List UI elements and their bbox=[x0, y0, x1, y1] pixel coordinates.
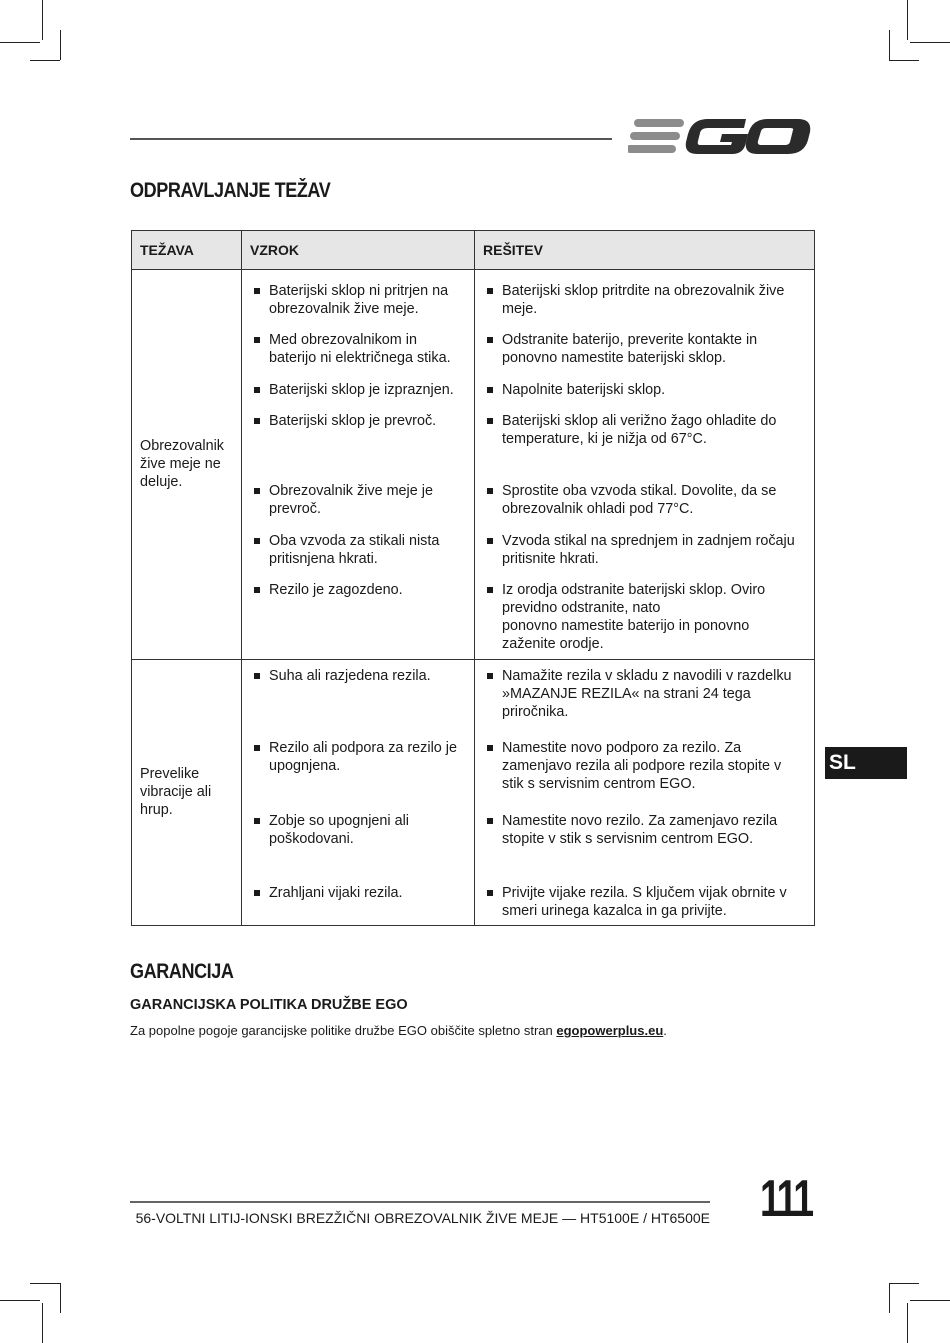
column-header-cause: VZROK bbox=[242, 231, 475, 270]
troubleshooting-table bbox=[131, 230, 815, 926]
bullet-icon bbox=[254, 387, 260, 393]
bullet-icon bbox=[254, 538, 260, 544]
bullet-icon bbox=[487, 337, 493, 343]
cause-text: Zobje so upognjeni ali poškodovani. bbox=[269, 813, 410, 847]
solution-text: Vzvoda stikal na sprednjem in zadnjem ročaju pritisnite hkrati. bbox=[502, 532, 795, 567]
header-rule bbox=[130, 138, 612, 140]
cause-text: Baterijski sklop je prevroč. bbox=[269, 412, 437, 429]
warranty-text: Za popolne pogoje garancijske politike družbe EGO obiščite spletno stran bbox=[130, 1023, 557, 1038]
crop-mark bbox=[910, 1300, 950, 1301]
bullet-icon bbox=[487, 387, 493, 393]
page-number: 111 bbox=[760, 1170, 812, 1228]
crop-mark bbox=[889, 1283, 890, 1313]
bullet-icon bbox=[254, 418, 260, 424]
warranty-paragraph bbox=[130, 1023, 667, 1038]
solution-text: Baterijski sklop pritrdite na obrezovalnik žive meje. bbox=[502, 283, 785, 317]
crop-mark bbox=[30, 60, 60, 61]
language-tab: SL bbox=[825, 747, 907, 779]
footer-product-line: 56-VOLTNI LITIJ-IONSKI BREZŽIČNI OBREZOVALNIK ŽIVE MEJE — HT5100E / HT6500E bbox=[135, 1210, 710, 1226]
cause-text: Baterijski sklop ni pritrjen na obrezovalnik žive meje. bbox=[269, 283, 449, 317]
table-row bbox=[132, 659, 815, 732]
bullet-icon bbox=[254, 488, 260, 494]
warranty-subtitle: GARANCIJSKA POLITIKA DRUŽBE EGO bbox=[130, 997, 408, 1013]
column-header-problem: TEŽAVA bbox=[132, 231, 242, 270]
solution-text: Napolnite baterijski sklop. bbox=[502, 381, 666, 398]
crop-mark bbox=[907, 0, 908, 40]
solution-text: Odstranite baterijo, preverite kontakte in ponovno namestite baterijski sklop. bbox=[502, 331, 758, 366]
cause-text: Oba vzvoda za stikali nista pritisnjena hkrati. bbox=[269, 532, 440, 567]
crop-mark bbox=[0, 42, 40, 43]
solution-text: Namestite novo rezilo. Za zamenjavo rezila stopite v stik s servisnim centrom EGO. bbox=[502, 813, 778, 847]
bullet-icon bbox=[254, 337, 260, 343]
solution-text: Namažite rezila v skladu z navodili v razdelku »MAZANJE REZILA« na strani 24 tega priročnika. bbox=[502, 667, 792, 720]
crop-mark bbox=[30, 1283, 60, 1284]
problem-cell: Prevelike vibracije ali hrup. bbox=[132, 659, 242, 925]
bullet-icon bbox=[487, 673, 493, 679]
bullet-icon bbox=[254, 818, 260, 824]
crop-mark bbox=[60, 1283, 61, 1313]
cause-text: Med obrezovalnikom in baterijo ni električnega stika. bbox=[269, 331, 451, 366]
bullet-icon bbox=[487, 745, 493, 751]
crop-mark bbox=[0, 1300, 40, 1301]
ego-logo bbox=[628, 114, 812, 158]
table-header-row bbox=[132, 231, 815, 270]
bullet-icon bbox=[254, 745, 260, 751]
footer-rule bbox=[130, 1201, 710, 1203]
crop-mark bbox=[42, 1303, 43, 1343]
cause-text: Rezilo ali podpora za rezilo je upognjena. bbox=[269, 740, 457, 774]
column-header-solution: REŠITEV bbox=[475, 231, 815, 270]
bullet-icon bbox=[254, 673, 260, 679]
crop-mark bbox=[889, 30, 890, 60]
crop-mark bbox=[910, 42, 950, 43]
crop-mark bbox=[889, 1283, 919, 1284]
solution-text: Namestite novo podporo za rezilo. Za zamenjavo rezila ali podpore rezila stopite v stik s servisnim centrom EGO. bbox=[502, 740, 782, 792]
cause-text: Rezilo je zagozdeno. bbox=[269, 581, 403, 598]
crop-mark bbox=[889, 60, 919, 61]
bullet-icon bbox=[254, 587, 260, 593]
crop-mark bbox=[60, 30, 61, 60]
problem-cell: Obrezovalnik žive meje ne deluje. bbox=[132, 270, 242, 660]
solution-text: Privijte vijake rezila. S ključem vijak obrnite v smeri urinega kazalca in ga privijte. bbox=[502, 885, 787, 919]
warranty-text-end: . bbox=[663, 1023, 667, 1038]
bullet-icon bbox=[254, 288, 260, 294]
section-title-troubleshooting: ODPRAVLJANJE TEŽAV bbox=[130, 179, 331, 202]
bullet-icon bbox=[487, 488, 493, 494]
bullet-icon bbox=[487, 890, 493, 896]
bullet-icon bbox=[487, 587, 493, 593]
cause-text: Obrezovalnik žive meje je prevroč. bbox=[269, 482, 433, 517]
bullet-icon bbox=[487, 288, 493, 294]
solution-text: Baterijski sklop ali verižno žago ohladite do temperature, ki je nižja od 67°C. bbox=[502, 412, 777, 447]
table-row bbox=[132, 270, 815, 319]
bullet-icon bbox=[487, 818, 493, 824]
website-link[interactable]: egopowerplus.eu bbox=[556, 1023, 664, 1038]
crop-mark bbox=[907, 1303, 908, 1343]
bullet-icon bbox=[254, 890, 260, 896]
bullet-icon bbox=[487, 418, 493, 424]
solution-text: Sprostite oba vzvoda stikal. Dovolite, da se obrezovalnik ohladi pod 77°C. bbox=[502, 482, 777, 517]
cause-text: Suha ali razjedena rezila. bbox=[269, 667, 431, 684]
section-title-warranty: GARANCIJA bbox=[130, 960, 234, 983]
solution-text: Iz orodja odstranite baterijski sklop. Oviro previdno odstranite, nato ponovno namestite baterijo in ponovno zaženite orodje. bbox=[502, 581, 766, 652]
crop-mark bbox=[42, 0, 43, 40]
cause-text: Baterijski sklop je izpraznjen. bbox=[269, 381, 454, 398]
bullet-icon bbox=[487, 538, 493, 544]
cause-text: Zrahljani vijaki rezila. bbox=[269, 885, 403, 901]
